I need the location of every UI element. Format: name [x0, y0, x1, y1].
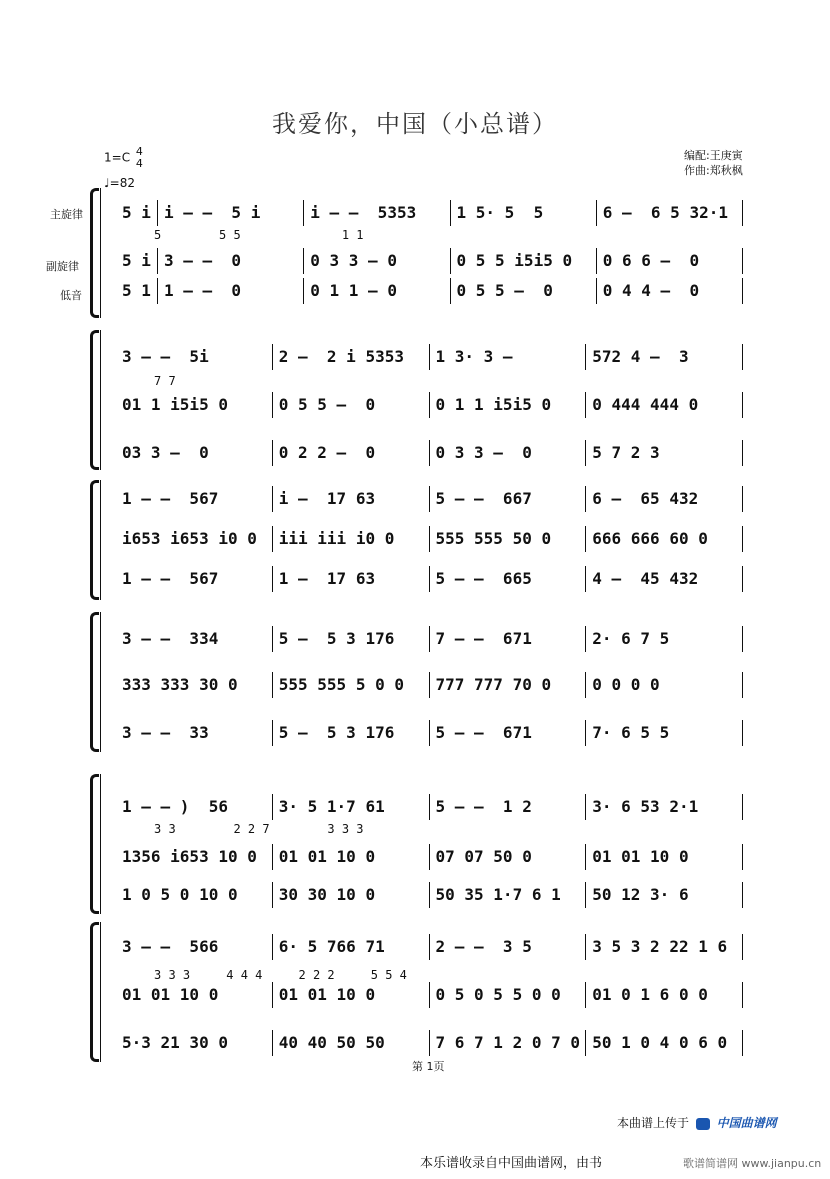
- barline: [585, 440, 586, 466]
- barline: [596, 200, 597, 226]
- measure: 333 333 30 0: [122, 675, 238, 694]
- barline: [272, 486, 273, 512]
- measure: 3 – – 33: [122, 723, 209, 742]
- counter-row: [118, 246, 745, 276]
- measure: 01 1 i5i5 0: [122, 395, 228, 414]
- measure: 0 5 5 – 0: [456, 281, 553, 300]
- system-bracket: [90, 480, 99, 600]
- barline: [742, 248, 743, 274]
- measure: i – – 5353: [310, 203, 417, 222]
- barline: [272, 392, 273, 418]
- measure: 6· 5 766 71: [278, 937, 385, 956]
- composer: 作曲:郑秋枫: [684, 164, 743, 177]
- measure: 4 – 45 432: [592, 569, 699, 588]
- barline: [429, 982, 430, 1008]
- barline: [157, 248, 158, 274]
- barline: [429, 844, 430, 870]
- lower-octave-notes: 3 3 3 4 4 4 2 2 2 5 5 4: [154, 968, 407, 982]
- barline: [742, 566, 743, 592]
- barline: [742, 844, 743, 870]
- measure: 5 – – 1 2: [435, 797, 532, 816]
- measure: 01 01 10 0: [278, 847, 376, 866]
- measure: 30 30 10 0: [278, 885, 376, 904]
- upload-text: 本曲谱上传于: [617, 1116, 690, 1130]
- barline: [429, 934, 430, 960]
- barline: [585, 566, 586, 592]
- barline: [303, 200, 304, 226]
- measure: 7 – – 671: [435, 629, 532, 648]
- measure: 5 7 2 3: [592, 443, 660, 462]
- logo-icon: [696, 1118, 710, 1130]
- barline: [429, 486, 430, 512]
- barline: [429, 344, 430, 370]
- barline: [450, 200, 451, 226]
- measure: 50 35 1·7 6 1: [435, 885, 561, 904]
- measure: 0 1 1 – 0: [310, 281, 397, 300]
- measure: 0 3 3 – 0: [435, 443, 532, 462]
- barline: [429, 720, 430, 746]
- system-line: [100, 922, 101, 1062]
- melody-row: [118, 342, 745, 372]
- system-line: [100, 612, 101, 752]
- barline: [742, 934, 743, 960]
- measure: 0 444 444 0: [592, 395, 699, 414]
- barline: [272, 720, 273, 746]
- counter-row: [118, 524, 745, 554]
- measure: 5 1: [122, 281, 151, 300]
- barline: [742, 794, 743, 820]
- measure: 2 – 2 i 5353: [278, 347, 404, 366]
- barline: [585, 720, 586, 746]
- measure: 666 666 60 0: [592, 529, 708, 548]
- barline: [596, 278, 597, 304]
- measure: 7· 6 5 5: [592, 723, 670, 742]
- key-prefix: 1=C: [104, 150, 131, 165]
- measure: 5 – 5 3 176: [278, 723, 395, 742]
- barline: [450, 248, 451, 274]
- collect-note: 本乐谱收录自中国曲谱网，由书: [420, 1156, 603, 1171]
- measure: 7 6 7 1 2 0 7 0: [435, 1033, 580, 1052]
- lower-octave-notes: 7 7: [154, 374, 176, 388]
- upload-note: [617, 1114, 777, 1131]
- melody-row: [118, 624, 745, 654]
- barline: [272, 626, 273, 652]
- logo-text: 中国曲谱网: [716, 1116, 777, 1130]
- measure: 2 – – 3 5: [435, 937, 532, 956]
- barline: [272, 440, 273, 466]
- measure: 3 – – 566: [122, 937, 219, 956]
- measure: 0 4 4 – 0: [602, 281, 700, 300]
- system-bracket: [90, 774, 99, 914]
- bass-row: [118, 438, 745, 468]
- barline: [272, 934, 273, 960]
- barline: [585, 1030, 586, 1056]
- measure: 07 07 50 0: [435, 847, 532, 866]
- barline: [272, 566, 273, 592]
- time-signature: [136, 146, 143, 170]
- measure: 01 01 10 0: [122, 985, 219, 1004]
- barline: [429, 1030, 430, 1056]
- system-line: [100, 774, 101, 914]
- measure: 3 – – 5i: [122, 347, 209, 366]
- arranger: 编配:王庚寅: [684, 149, 743, 162]
- barline: [429, 626, 430, 652]
- barline: [429, 882, 430, 908]
- barline: [272, 794, 273, 820]
- measure: 0 5 5 – 0: [278, 395, 376, 414]
- measure: 2· 6 7 5: [592, 629, 670, 648]
- measure: 3 – – 0: [164, 251, 242, 270]
- measure: 50 12 3· 6: [592, 885, 689, 904]
- measure: 6 – 65 432: [592, 489, 699, 508]
- barline: [429, 566, 430, 592]
- measure: 5 i: [122, 203, 151, 222]
- measure: 1 – – 0: [164, 281, 242, 300]
- barline: [272, 982, 273, 1008]
- barline: [742, 486, 743, 512]
- melody-row: [118, 792, 745, 822]
- bass-row: [118, 276, 745, 306]
- barline: [585, 486, 586, 512]
- barline: [585, 844, 586, 870]
- measure: iii iii i0 0: [278, 529, 395, 548]
- barline: [742, 440, 743, 466]
- score-system: [90, 480, 745, 600]
- measure: 1 5· 5 5: [456, 203, 544, 222]
- measure: 0 0 0 0: [592, 675, 660, 694]
- score-system: [90, 330, 745, 470]
- measure: 1 0 5 0 10 0: [122, 885, 238, 904]
- score-title: 我爱你，中国（小总谱）: [272, 110, 558, 138]
- system-bracket: [90, 330, 99, 470]
- barline: [429, 440, 430, 466]
- barline: [272, 882, 273, 908]
- measure: 5 – – 667: [435, 489, 532, 508]
- system-bracket: [90, 188, 99, 318]
- score-system: [90, 774, 745, 914]
- bass-row: [118, 880, 745, 910]
- measure: 5 – 5 3 176: [278, 629, 395, 648]
- measure: 01 01 10 0: [278, 985, 376, 1004]
- barline: [303, 278, 304, 304]
- bass-row: [118, 718, 745, 748]
- barline: [272, 344, 273, 370]
- measure: 572 4 – 3: [592, 347, 689, 366]
- measure: 0 6 6 – 0: [602, 251, 700, 270]
- barline: [585, 672, 586, 698]
- barline: [429, 672, 430, 698]
- barline: [157, 278, 158, 304]
- barline: [585, 344, 586, 370]
- time-top: 4: [135, 145, 143, 158]
- counter-row: [118, 390, 745, 420]
- key-signature: [104, 146, 143, 170]
- measure: 6 – 6 5 32·1: [602, 203, 728, 222]
- barline: [742, 200, 743, 226]
- barline: [585, 882, 586, 908]
- measure: 0 5 0 5 5 0 0: [435, 985, 561, 1004]
- bass-row: [118, 1028, 745, 1058]
- measure: 0 5 5 i5i5 0: [456, 251, 573, 270]
- melody-row: [118, 484, 745, 514]
- measure: 3 5 3 2 22 1 6: [592, 937, 728, 956]
- measure: 0 2 2 – 0: [278, 443, 376, 462]
- site-watermark: 歌谱简谱网 www.jianpu.cn: [683, 1157, 822, 1170]
- score-system: [90, 922, 745, 1062]
- measure: 0 3 3 – 0: [310, 251, 397, 270]
- barline: [450, 278, 451, 304]
- barline: [303, 248, 304, 274]
- measure: 1356 i653 10 0: [122, 847, 257, 866]
- barline: [585, 392, 586, 418]
- measure: 3· 5 1·7 61: [278, 797, 385, 816]
- barline: [585, 794, 586, 820]
- measure: 555 555 50 0: [435, 529, 552, 548]
- barline: [585, 934, 586, 960]
- measure: 01 0 1 6 0 0: [592, 985, 708, 1004]
- measure: 5·3 21 30 0: [122, 1033, 228, 1052]
- barline: [742, 626, 743, 652]
- bass-row: [118, 564, 745, 594]
- barline: [272, 672, 273, 698]
- barline: [157, 200, 158, 226]
- lower-octave-notes: 5 5 5 1 1: [154, 228, 364, 242]
- system-line: [100, 480, 101, 600]
- score-system: [90, 612, 745, 752]
- barline: [596, 248, 597, 274]
- measure: 555 555 5 0 0: [278, 675, 404, 694]
- barline: [429, 526, 430, 552]
- system-line: [100, 188, 101, 318]
- measure: 777 777 70 0: [435, 675, 552, 694]
- score-system: [90, 188, 745, 318]
- time-bottom: 4: [135, 157, 143, 170]
- barline: [742, 344, 743, 370]
- barline: [585, 982, 586, 1008]
- measure: 03 3 – 0: [122, 443, 209, 462]
- system-line: [100, 330, 101, 470]
- barline: [742, 526, 743, 552]
- melody-row: [118, 932, 745, 962]
- measure: 1 3· 3 –: [435, 347, 513, 366]
- measure: i – 17 63: [278, 489, 376, 508]
- barline: [429, 794, 430, 820]
- barline: [742, 392, 743, 418]
- measure: 50 1 0 4 0 6 0: [592, 1033, 728, 1052]
- measure: 5 – – 671: [435, 723, 532, 742]
- measure: 1 – – 567: [122, 489, 219, 508]
- page-number: 第 1页: [412, 1060, 445, 1073]
- label-counter: 副旋律: [46, 260, 79, 273]
- lower-octave-notes: 3 3 2 2 7 3 3 3: [154, 822, 364, 836]
- barline: [429, 392, 430, 418]
- measure: 3 – – 334: [122, 629, 219, 648]
- credits: [684, 148, 743, 178]
- measure: 3· 6 53 2·1: [592, 797, 699, 816]
- measure: 5 i: [122, 251, 151, 270]
- measure: 01 01 10 0: [592, 847, 689, 866]
- barline: [272, 526, 273, 552]
- measure: i – – 5 i: [164, 203, 261, 222]
- barline: [585, 526, 586, 552]
- label-bass: 低音: [60, 289, 82, 302]
- barline: [742, 278, 743, 304]
- system-bracket: [90, 922, 99, 1062]
- label-melody: 主旋律: [50, 208, 83, 221]
- barline: [272, 844, 273, 870]
- measure: 1 – – 567: [122, 569, 219, 588]
- counter-row: [118, 980, 745, 1010]
- melody-row: [118, 198, 745, 228]
- barline: [742, 982, 743, 1008]
- measure: 0 1 1 i5i5 0: [435, 395, 552, 414]
- measure: 1 – 17 63: [278, 569, 376, 588]
- barline: [585, 626, 586, 652]
- measure: 40 40 50 50: [278, 1033, 385, 1052]
- system-bracket: [90, 612, 99, 752]
- measure: 1 – – ) 56: [122, 797, 228, 816]
- counter-row: [118, 670, 745, 700]
- counter-row: [118, 842, 745, 872]
- barline: [742, 672, 743, 698]
- measure: i653 i653 i0 0: [122, 529, 257, 548]
- barline: [742, 882, 743, 908]
- barline: [272, 1030, 273, 1056]
- barline: [742, 1030, 743, 1056]
- measure: 5 – – 665: [435, 569, 532, 588]
- barline: [742, 720, 743, 746]
- tempo-mark: ♩=82: [104, 176, 135, 190]
